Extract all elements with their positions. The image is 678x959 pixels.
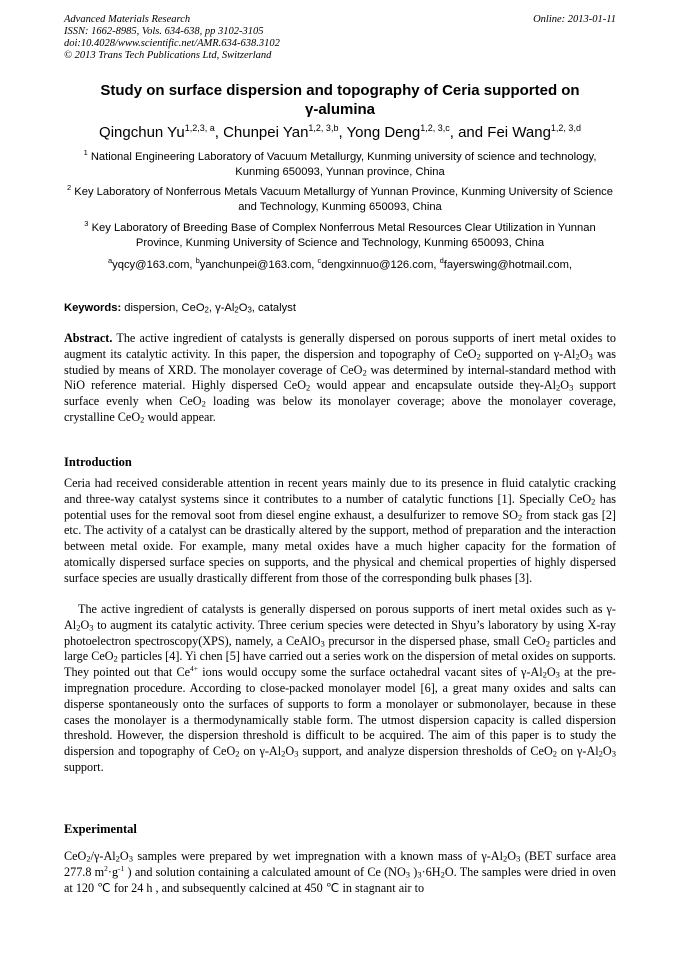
affiliation-2 — [64, 185, 616, 215]
affiliation-number: 3 — [84, 219, 89, 228]
email-address: yanchunpei@163.com, — [199, 259, 315, 271]
experimental-heading: Experimental — [64, 822, 137, 836]
email-address: fayerswing@hotmail.com, — [443, 259, 573, 271]
title-line-2: γ-alumina — [304, 100, 376, 118]
affiliation-text: National Engineering Laboratory of Vacuum Metallurgy, Kunming university of science and technology, Kunming 650093, Yunnan province, China — [90, 151, 597, 178]
author-affil: 1,2, 3,d — [550, 123, 581, 133]
journal-name: Advanced Materials Research — [64, 14, 191, 25]
author-list — [64, 124, 616, 142]
title-line-1: Study on surface dispersion and topography of Ceria supported on — [100, 82, 580, 99]
affiliation-text: Key Laboratory of Breeding Base of Complex Nonferrous Metal Resources Clear Utilization in Yunnan Province, Kunming University of Science and Technology, Kunming 650093, China — [91, 222, 596, 249]
introduction-paragraph-2: The active ingredient of catalysts is generally dispersed on porous supports of inert metal oxides such as $\gamma-Al_2O_3$ to augment its catalytic activity. Three cerium species were detected in Shyu’s laboratory by using X-ray photoelectron spectroscopy(XPS), namely, a CeAlO$_3$ precursor in the dispersed phase, small CeO$_2$ particles and large CeO$_2$ particles [4]. Yi chen [5] have carried out a series work on the dispersion of metal oxides on supports. They pointed out that $Ce^{4+}$ ions would occupy some the surface octahedral vacant sites of $\gamma-Al_2O_3$ at the pre-impregnation procedure. According to close-packed monolayer model [6], a great many oxides and salts can disperse spontaneously onto the surfaces of supports to form a monolayer or submonolayer, because in these cases the monolayer is a thermodynamically stable form. The utmost dispersion capacity is called dispersion threshold. However, the dispersion threshold is difficult to be acquired. The aim of this paper is to study the dispersion and topography of CeO$_2$ on $\gamma-Al_2O_3$ support, and analyze dispersion thresholds of CeO$_2$ on $\gamma-Al_2O_3$ support. — [64, 602, 616, 774]
email-address: dengxinnuo@126.com, — [321, 259, 437, 271]
author-affil: 1,2,3, a — [184, 123, 215, 133]
affiliation-number: 1 — [83, 148, 88, 157]
affiliation-text: Key Laboratory of Nonferrous Metals Vacuum Metallurgy of Yunnan Province, Kunming University of Science and Technology, Kunming 650093, China — [74, 186, 613, 213]
affiliation-1 — [64, 150, 616, 180]
author-separator: , and — [449, 124, 488, 141]
email-marker: c — [317, 256, 322, 265]
paper-title — [64, 82, 616, 119]
author-name: Yong Deng — [346, 124, 421, 141]
email-marker: b — [195, 256, 200, 265]
online-date: Online: 2013-01-11 — [533, 14, 616, 25]
affiliation-number: 2 — [66, 183, 72, 192]
author-separator: , — [214, 124, 224, 141]
experimental-paragraph-1: $CeO_2/\gamma-Al_2O_3$ samples were prepared by wet impregnation with a known mass of $\gamma-Al_2O_3$ (BET surface area 277.8 $m^2\cdot g^{-1}$ ) and solution containing a calculated amount of Ce ($NO_3$ )$_3\cdot 6H_2O$. The samples were dried in oven at 120 ℃ for 24 h , and subsequently calcined at 450 ℃ in stagnant air to — [64, 849, 616, 895]
author-affil: 1,2, 3,b — [308, 123, 339, 133]
journal-header — [64, 14, 616, 62]
email-list — [64, 258, 616, 273]
email-address: yqcy@163.com, — [112, 259, 193, 271]
issn-line: ISSN: 1662-8985, Vols. 634-638, pp 3102-3105 — [64, 26, 264, 37]
email-marker: d — [439, 256, 444, 265]
keywords-label: Keywords: — [64, 302, 122, 314]
abstract-text: The active ingredient of catalysts is generally dispersed on porous supports of inert metal oxides to augment its catalytic activity. In this paper, the dispersion and topography of CeO$_2$ supported on $\gamma-Al_2O_3$ was studied by means of XRD. The monolayer coverage of CeO$_2$ was determined by internal-standard method with NiO reference material. Highly dispersed CeO$_2$ would appear and encapsulate outside theγ-$Al_2O_3$ support surface evenly when CeO$_2$ loading was below its monolayer coverage; above the monolayer coverage, crystalline CeO$_2$ would appear. — [64, 331, 616, 425]
introduction-heading: Introduction — [64, 455, 132, 469]
author-name: Fei Wang — [487, 124, 551, 141]
keywords — [64, 301, 616, 316]
abstract — [64, 331, 616, 426]
copyright-line: © 2013 Trans Tech Publications Ltd, Switzerland — [64, 50, 272, 61]
author-name: Qingchun Yu — [99, 124, 185, 141]
doi-line: doi:10.4028/www.scientific.net/AMR.634-638.3102 — [64, 38, 280, 49]
introduction-paragraph-1: Ceria had received considerable attention in recent years mainly due to its presence in fluid catalytic cracking and three-way catalyst systems since it contributes to a number of catalytic functions [1]. Specially CeO$_2$ has potential uses for the removal soot from diesel engine exhaust, a desulfurizer to remove $SO_2$ from stack gas [2] etc. The activity of a catalyst can be drastically altered by the support, method of preparation and the interaction between metal oxide. For example, many metal oxides have a much higher capacity for the formation of atomically dispersed surface species on supports, and the physical and chemical properties of highly dispersed surface species are usually drastically different from those of the corresponding bulk phases [3]. — [64, 476, 616, 585]
keywords-text: dispersion, CeO$_2$, $\gamma-Al_2O_3$, catalyst — [121, 302, 296, 315]
affiliation-3 — [64, 221, 616, 251]
author-affil: 1,2, 3,c — [420, 123, 450, 133]
abstract-label: Abstract. — [64, 331, 113, 345]
author-separator: , — [338, 124, 347, 141]
author-name: Chunpei Yan — [223, 124, 309, 141]
email-marker: a — [107, 256, 113, 265]
